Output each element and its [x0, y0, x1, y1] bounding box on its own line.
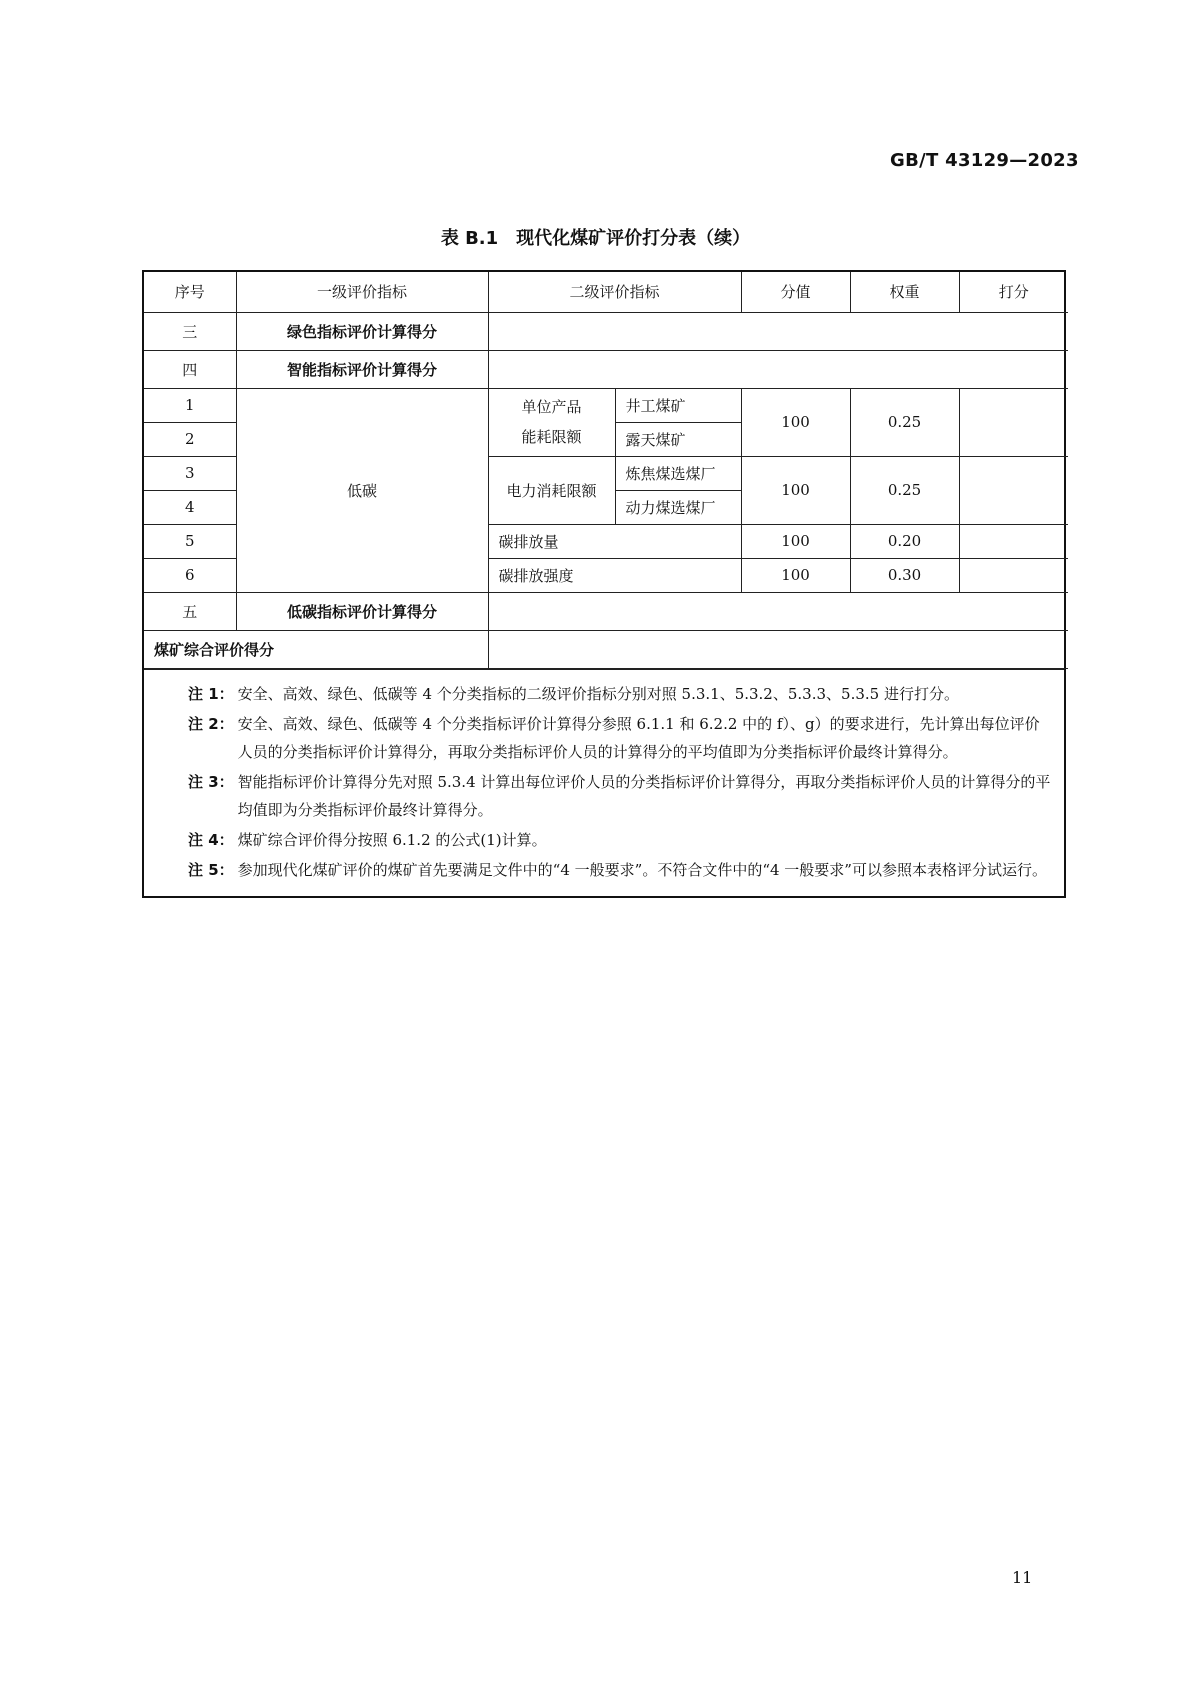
note-label: 注 5： [188, 860, 234, 879]
note-text: 参加现代化煤矿评价的煤矿首先要满足文件中的“4 一般要求”。不符合文件中的“4 一般要求”可以参照本表格评分试运行。 [237, 860, 1047, 879]
total-score-label: 煤矿综合评价得分 [144, 630, 488, 668]
score-value: 100 [741, 524, 850, 558]
sub-indicator: 炼焦煤选煤厂 [615, 456, 741, 490]
column-header-primary: 一级评价指标 [236, 272, 488, 312]
secondary-indicator-energy-quota [488, 388, 615, 456]
score-table-frame [142, 270, 1066, 898]
note-text: 智能指标评价计算得分先对照 5.3.4 计算出每位评价人员的分类指标评价计算得分，再取分类指标评价人员的计算得分的平均值即为分类指标评价最终计算得分。 [237, 772, 1051, 819]
note-text: 安全、高效、绿色、低碳等 4 个分类指标评价计算得分参照 6.1.1 和 6.2.2 中的 f）、g）的要求进行，先计算出每位评价人员的分类指标评价计算得分，再取分类指标评价人员的计算得分的平均值即为分类指标评价最终计算得分。 [237, 714, 1040, 761]
standard-code: GB/T 43129—2023 [890, 150, 1079, 171]
label-line: 能耗限额 [521, 428, 582, 446]
weight-value: 0.25 [850, 456, 959, 524]
rating-cell [959, 524, 1068, 558]
label-line: 单位产品 [521, 398, 582, 416]
summary-value-cell [488, 312, 1068, 350]
page-number: 11 [1012, 1568, 1033, 1587]
row-no: 3 [144, 456, 236, 490]
secondary-indicator-carbon-intensity: 碳排放强度 [488, 558, 741, 592]
row-no: 4 [144, 490, 236, 524]
sub-indicator: 动力煤选煤厂 [615, 490, 741, 524]
score-table [144, 272, 1068, 669]
row-no: 五 [144, 592, 236, 630]
note-label: 注 4： [188, 830, 234, 849]
column-header-rating: 打分 [959, 272, 1068, 312]
note-label: 注 3： [188, 772, 234, 791]
score-value: 100 [741, 456, 850, 524]
table-header-row [144, 272, 1068, 312]
rating-cell [959, 456, 1068, 524]
table-row [144, 388, 1068, 422]
total-score-value-cell [488, 630, 1068, 668]
column-header-weight: 权重 [850, 272, 959, 312]
row-no: 2 [144, 422, 236, 456]
summary-row-low-carbon [144, 592, 1068, 630]
secondary-indicator-power-quota: 电力消耗限额 [488, 456, 615, 524]
rating-cell [959, 388, 1068, 456]
note-item [188, 856, 1052, 884]
score-value: 100 [741, 388, 850, 456]
weight-value: 0.30 [850, 558, 959, 592]
summary-value-cell [488, 592, 1068, 630]
summary-row-smart [144, 350, 1068, 388]
note-text: 安全、高效、绿色、低碳等 4 个分类指标的二级评价指标分别对照 5.3.1、5.3.2、5.3.3、5.3.5 进行打分。 [237, 684, 959, 703]
secondary-indicator-carbon-emission: 碳排放量 [488, 524, 741, 558]
note-item [188, 710, 1052, 766]
note-text: 煤矿综合评价得分按照 6.1.2 的公式(1)计算。 [237, 830, 547, 849]
summary-value-cell [488, 350, 1068, 388]
row-no: 四 [144, 350, 236, 388]
table-title: 表 B.1 现代化煤矿评价打分表（续） [440, 228, 751, 249]
score-value: 100 [741, 558, 850, 592]
summary-label: 低碳指标评价计算得分 [236, 592, 488, 630]
row-no: 1 [144, 388, 236, 422]
note-label: 注 2： [188, 714, 234, 733]
summary-row-total [144, 630, 1068, 668]
column-header-no: 序号 [144, 272, 236, 312]
summary-label: 智能指标评价计算得分 [236, 350, 488, 388]
column-header-score: 分值 [741, 272, 850, 312]
primary-indicator-low-carbon: 低碳 [236, 388, 488, 592]
row-no: 5 [144, 524, 236, 558]
note-item [188, 680, 1052, 708]
summary-row-green [144, 312, 1068, 350]
sub-indicator: 井工煤矿 [615, 388, 741, 422]
row-no: 三 [144, 312, 236, 350]
row-no: 6 [144, 558, 236, 592]
sub-indicator: 露天煤矿 [615, 422, 741, 456]
note-label: 注 1： [188, 684, 234, 703]
weight-value: 0.25 [850, 388, 959, 456]
summary-label: 绿色指标评价计算得分 [236, 312, 488, 350]
note-item [188, 768, 1052, 824]
rating-cell [959, 558, 1068, 592]
weight-value: 0.20 [850, 524, 959, 558]
column-header-secondary: 二级评价指标 [488, 272, 741, 312]
note-item [188, 826, 1052, 854]
table-notes [144, 669, 1064, 896]
